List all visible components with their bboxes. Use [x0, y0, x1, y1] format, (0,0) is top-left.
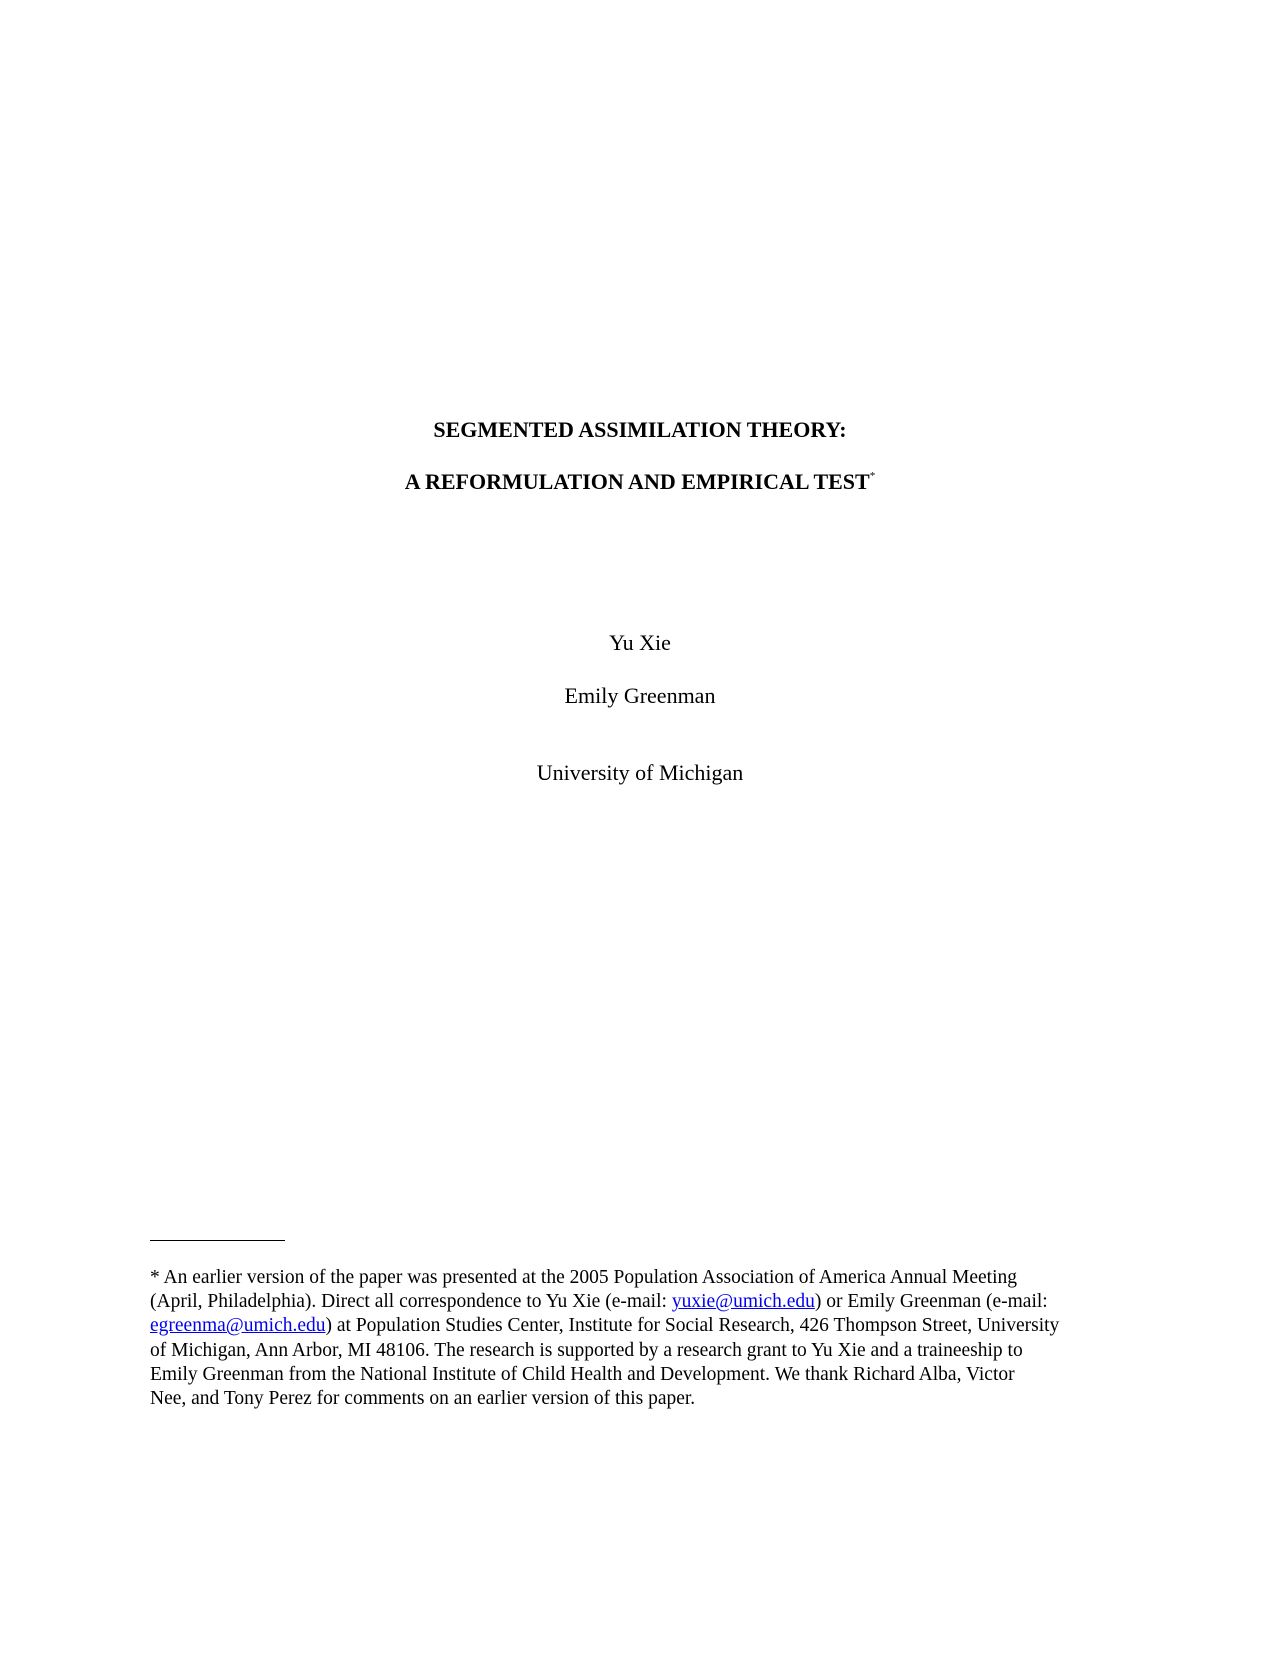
email-link-yuxie[interactable]: yuxie@umich.edu	[671, 1291, 815, 1313]
title-footnote-marker: *	[869, 470, 876, 482]
author-1-name: Yu Xie	[609, 630, 671, 655]
footnote-line-4: of Michigan, Ann Arbor, MI 48106. The research is supported by a research grant to Yu Xie and a traineeship to	[150, 1339, 1023, 1361]
footnote-line-3	[150, 1314, 1150, 1338]
affiliation	[0, 760, 1280, 786]
title-line-1-text: SEGMENTED ASSIMILATION THEORY:	[433, 417, 847, 442]
affiliation-text: University of Michigan	[536, 760, 744, 785]
footnote-line-2-start: (April, Philadelphia). Direct all correspondence to Yu Xie (e-mail:	[150, 1291, 672, 1313]
footnote-line-5: Emily Greenman from the National Institute of Child Health and Development. We thank Richard Alba, Victor	[150, 1363, 1015, 1385]
author-2-name: Emily Greenman	[564, 683, 716, 708]
footnote-line-1: * An earlier version of the paper was presented at the 2005 Population Association of America Annual Meeting	[150, 1267, 1017, 1288]
email-link-egreenma[interactable]: egreenma@umich.edu	[150, 1315, 326, 1337]
author-2	[0, 683, 1280, 709]
author-1	[0, 630, 1280, 656]
title-line-2-text: A REFORMULATION AND EMPIRICAL TEST	[404, 469, 870, 494]
footnote	[150, 1266, 1150, 1411]
footnote-line-2	[150, 1290, 1150, 1314]
footnote-line-3-end: ) at Population Studies Center, Institute for Social Research, 426 Thompson Street, University	[325, 1315, 1060, 1337]
footnote-line-2-end: ) or Emily Greenman (e-mail:	[814, 1291, 1048, 1313]
title-line-1	[0, 417, 1280, 443]
footnote-line-6: Nee, and Tony Perez for comments on an earlier version of this paper.	[150, 1388, 696, 1410]
footnote-separator	[150, 1240, 285, 1241]
title-line-2	[0, 469, 1280, 495]
